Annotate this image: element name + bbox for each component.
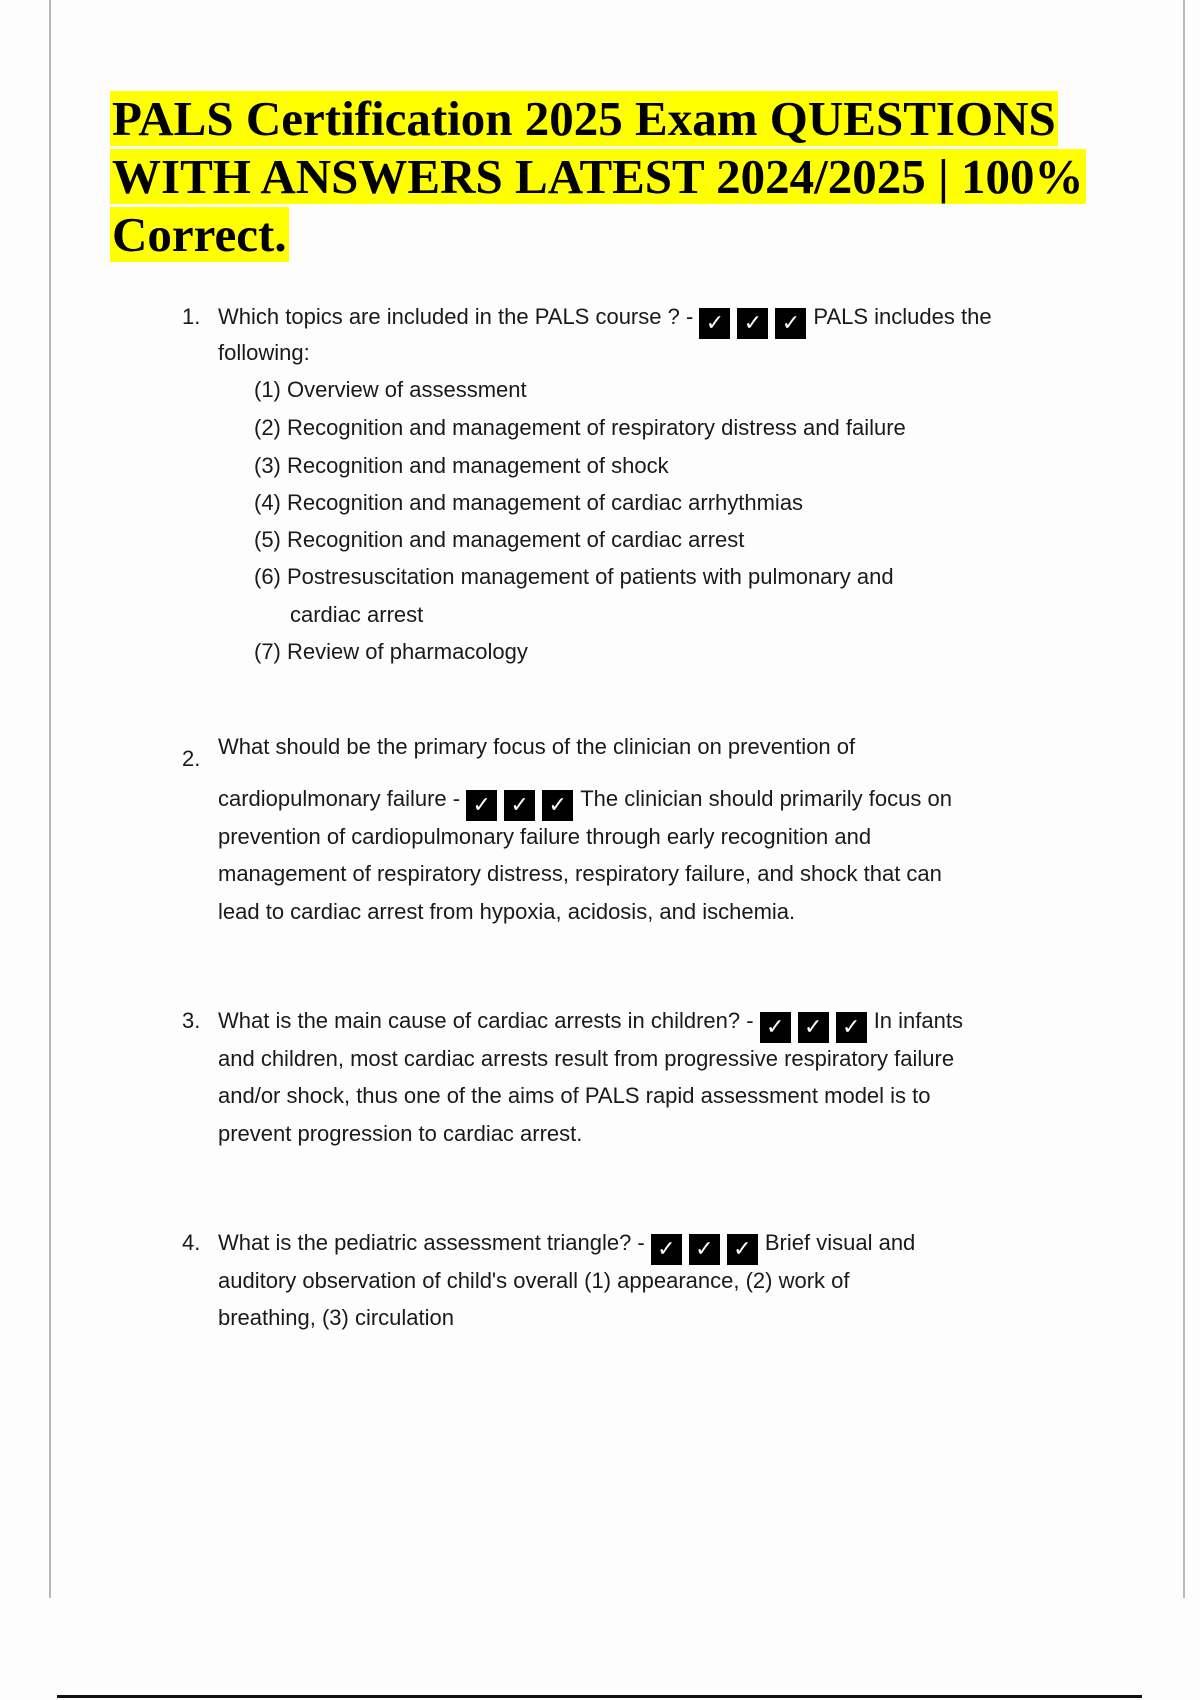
q4-question: What is the pediatric assessment triangle? -: [218, 1230, 645, 1255]
q4-answer-line: auditory observation of child's overall (1) appearance, (2) work of: [218, 1268, 850, 1293]
q1-question: Which topics are included in the PALS course ? -: [218, 304, 694, 329]
q2-question-line2: [218, 784, 952, 821]
q2-answer-line: management of respiratory distress, respiratory failure, and shock that can: [218, 861, 942, 886]
page-bottom-rule: [57, 1695, 1142, 1698]
q2-answer-line: prevention of cardiopulmonary failure through early recognition and: [218, 824, 872, 849]
checkmark-icon: ✓: [727, 1234, 758, 1265]
checkmark-icon: ✓: [760, 1012, 791, 1043]
document-title: [110, 90, 1190, 264]
q1-item: (5) Recognition and management of cardiac arrest: [254, 527, 745, 552]
checkmark-icon: ✓: [775, 308, 806, 339]
q1-number: 1.: [182, 304, 201, 329]
q1-item: (2) Recognition and management of respiratory distress and failure: [254, 415, 906, 440]
q1-item: (7) Review of pharmacology: [254, 639, 528, 664]
q3-question-line: [218, 1006, 963, 1043]
checkmark-icon: ✓: [542, 790, 573, 821]
q1-answer-cont: following:: [218, 340, 310, 365]
q3-number: 3.: [182, 1008, 201, 1033]
title-highlight: PALS Certification 2025 Exam QUESTIONS WITH ANSWERS LATEST 2024/2025 | 100% Correct.: [112, 91, 1084, 262]
checkmark-icon: ✓: [699, 308, 730, 339]
q3-answer-line: and children, most cardiac arrests result from progressive respiratory failure: [218, 1046, 955, 1071]
q1-item: (6) Postresuscitation management of patients with pulmonary and: [254, 564, 894, 589]
q1-item: (1) Overview of assessment: [254, 377, 527, 402]
q1-item-cont: cardiac arrest: [290, 602, 424, 627]
q1-item: (3) Recognition and management of shock: [254, 453, 669, 478]
q3-answer: In infants: [873, 1008, 963, 1033]
q1-question-line: [218, 302, 992, 339]
q2-question-line1: What should be the primary focus of the clinician on prevention of: [218, 734, 856, 759]
q3-answer-line: and/or shock, thus one of the aims of PALS rapid assessment model is to: [218, 1083, 931, 1108]
q4-number: 4.: [182, 1230, 201, 1255]
q4-question-line: [218, 1228, 915, 1265]
q1-answer: PALS includes the: [813, 304, 992, 329]
checkmark-icon: ✓: [466, 790, 497, 821]
q3-question: What is the main cause of cardiac arrests in children? -: [218, 1008, 754, 1033]
checkmark-icon: ✓: [798, 1012, 829, 1043]
checkmark-icon: ✓: [689, 1234, 720, 1265]
page-left-border: [49, 0, 51, 1598]
q3-answer-line: prevent progression to cardiac arrest.: [218, 1121, 583, 1146]
q4-answer: Brief visual and: [764, 1230, 916, 1255]
q2-number: 2.: [182, 746, 201, 771]
checkmark-icon: ✓: [737, 308, 768, 339]
q4-answer-line: breathing, (3) circulation: [218, 1305, 455, 1330]
q2-question: cardiopulmonary failure -: [218, 786, 461, 811]
checkmark-icon: ✓: [504, 790, 535, 821]
q2-answer: The clinician should primarily focus on: [580, 786, 952, 811]
q1-item: (4) Recognition and management of cardiac arrhythmias: [254, 490, 804, 515]
checkmark-icon: ✓: [836, 1012, 867, 1043]
checkmark-icon: ✓: [651, 1234, 682, 1265]
q2-answer-line: lead to cardiac arrest from hypoxia, acidosis, and ischemia.: [218, 899, 796, 924]
